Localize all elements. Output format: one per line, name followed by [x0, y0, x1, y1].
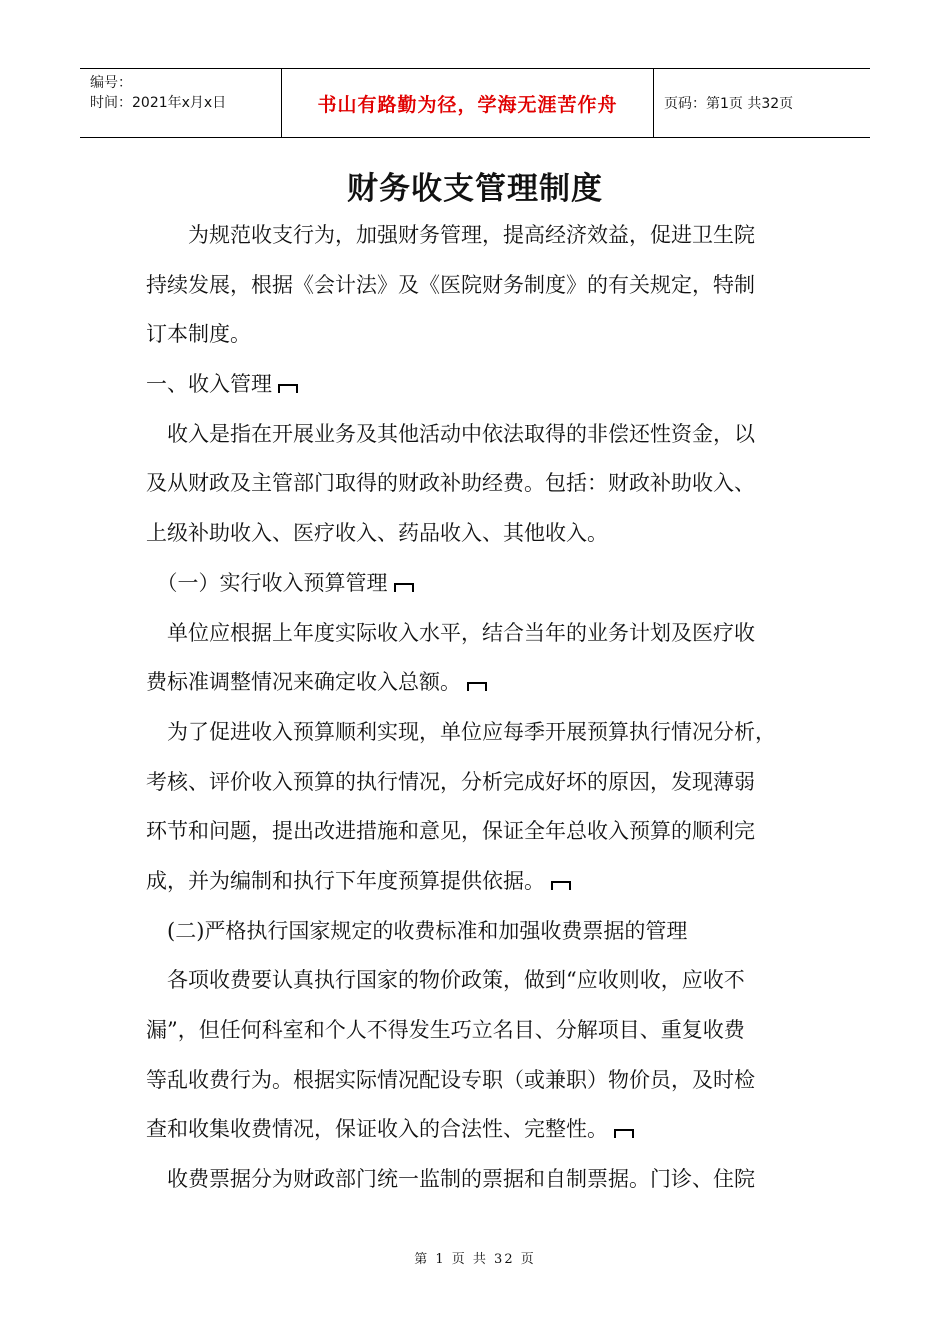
text-line: [146, 708, 814, 758]
page-info: 页码：第1页 共32页: [664, 96, 794, 112]
line-text: 费标准调整情况来确定收入总额。: [146, 670, 461, 695]
line-text: 及从财政及主管部门取得的财政补助经费。包括：财政补助收入、: [146, 471, 755, 496]
line-text: 考核、评价收入预算的执行情况，分析完成好坏的原因，发现薄弱: [146, 769, 755, 794]
text-line: [146, 857, 814, 907]
line-text: 收入是指在开展业务及其他活动中依法取得的非偿还性资金，以: [146, 421, 755, 446]
paragraph-mark-icon: [394, 583, 414, 592]
paragraph-mark-icon: [551, 881, 571, 890]
header-page-cell: [654, 69, 870, 137]
text-line: [146, 211, 814, 261]
text-line: [146, 1006, 814, 1056]
text-line: [146, 956, 814, 1006]
text-line: [146, 658, 814, 708]
line-text: 各项收费要认真执行国家的物价政策，做到“应收则收，应收不: [146, 968, 745, 993]
text-line: [146, 310, 814, 360]
line-text: （一）实行收入预算管理: [146, 570, 388, 595]
line-text: 等乱收费行为。根据实际情况配设专职（或兼职）物价员，及时检: [146, 1067, 755, 1092]
line-text: 查和收集收费情况，保证收入的合法性、完整性。: [146, 1117, 608, 1142]
paragraph-mark-icon: [614, 1129, 634, 1138]
line-text: 订本制度。: [146, 322, 251, 347]
text-line: [146, 609, 814, 659]
text-line: [146, 261, 814, 311]
page-footer: 第 1 页 共 32 页: [414, 1252, 536, 1267]
text-line: [146, 1105, 814, 1155]
text-line: [146, 758, 814, 808]
text-line: [146, 459, 814, 509]
line-text: (二)严格执行国家规定的收费标准和加强收费票据的管理: [146, 918, 688, 943]
document-body: [146, 211, 814, 1205]
line-text: 为了促进收入预算顺利实现，单位应每季开展预算执行情况分析，: [146, 719, 776, 744]
line-text: 上级补助收入、医疗收入、药品收入、其他收入。: [146, 521, 608, 546]
text-line: [146, 1155, 814, 1205]
header-motto-cell: [282, 69, 654, 137]
line-text: 持续发展，根据《会计法》及《医院财务制度》的有关规定，特制: [146, 272, 755, 297]
header-meta-cell: [80, 69, 282, 137]
document-title: 财务收支管理制度: [347, 171, 603, 207]
line-text: 环节和问题，提出改进措施和意见，保证全年总收入预算的顺利完: [146, 819, 755, 844]
text-line: [146, 559, 814, 609]
line-text: 收费票据分为财政部门统一监制的票据和自制票据。门诊、住院: [146, 1167, 755, 1192]
text-line: [146, 907, 814, 957]
text-line: [146, 509, 814, 559]
line-text: 为规范收支行为，加强财务管理，提高经济效益，促进卫生院: [146, 223, 755, 247]
motto-text: 书山有路勤为径，学海无涯苦作舟: [317, 93, 618, 116]
paragraph-mark-icon: [278, 384, 298, 393]
paragraph-mark-icon: [467, 682, 487, 691]
text-line: [146, 360, 814, 410]
line-text: 成，并为编制和执行下年度预算提供依据。: [146, 868, 545, 893]
time-label: 时间：2021年x月x日: [90, 95, 227, 111]
text-line: [146, 807, 814, 857]
text-line: [146, 410, 814, 460]
line-text: 单位应根据上年度实际收入水平，结合当年的业务计划及医疗收: [146, 620, 755, 645]
line-text: 一、收入管理: [146, 372, 272, 397]
document-header: [80, 68, 870, 138]
line-text: 漏”，但任何科室和个人不得发生巧立名目、分解项目、重复收费: [146, 1018, 745, 1042]
text-line: [146, 1056, 814, 1106]
number-label: 编号：: [90, 75, 132, 91]
